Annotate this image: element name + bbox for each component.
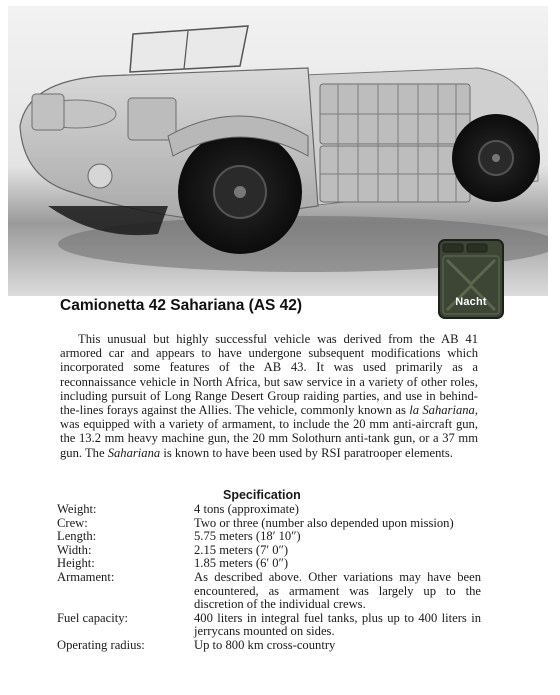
spec-label: Height:	[57, 556, 95, 571]
spec-row-height	[57, 557, 481, 571]
spec-label: Width:	[57, 542, 92, 557]
spec-row-operating-radius	[57, 639, 481, 653]
spec-value: 5.75 meters (18′ 10″)	[194, 529, 301, 544]
specification-table	[57, 503, 481, 653]
jerrycan-logo	[437, 236, 505, 320]
jerrycan-label: Nacht	[455, 296, 487, 308]
spec-row-weight	[57, 503, 481, 517]
spec-value: Up to 800 km cross-country	[194, 637, 336, 652]
spec-row-length	[57, 530, 481, 544]
page-title: Camionetta 42 Sahariana (AS 42)	[60, 297, 303, 314]
spec-row-width	[57, 544, 481, 558]
spec-value: 1.85 meters (6′ 0″)	[194, 556, 289, 571]
paragraph-text: is known to have been used by RSI paratrooper elements.	[160, 445, 453, 460]
spec-label: Operating radius:	[57, 637, 145, 652]
spec-value: 4 tons (approximate)	[194, 502, 299, 516]
spec-label: Crew:	[57, 515, 88, 530]
spec-row-crew	[57, 517, 481, 531]
paragraph-text: , was equipped with a variety of armament, to include the 20 mm anti-aircraft gun, the 13.2 mm heavy machine gun, the 20 mm Solothurn anti-tank gun, or a 37 mm gun. The	[60, 403, 478, 460]
spec-value: As described above. Other variations may have been encountered, as armament was largely up to the discretion of the individual crews.	[194, 569, 481, 612]
spec-label: Length:	[57, 529, 97, 544]
spec-value: 2.15 meters (7′ 0″)	[194, 542, 289, 557]
paragraph-text-italic: Sahariana	[107, 445, 161, 460]
spec-label: Weight:	[57, 502, 97, 516]
spec-row-armament	[57, 571, 481, 612]
spec-value: Two or three (number also depended upon mission)	[194, 515, 454, 530]
description-paragraph	[60, 332, 478, 460]
paragraph-text-italic: la Sahariana	[409, 403, 475, 418]
spec-value: 400 liters in integral fuel tanks, plus up to 400 liters in jerrycans mounted on sides.	[194, 610, 481, 639]
spec-row-fuel-capacity	[57, 612, 481, 639]
spec-label: Armament:	[57, 569, 115, 584]
specification-heading: Specification	[223, 488, 301, 502]
paragraph-text: This unusual but highly successful vehicle was derived from the AB 41 armored car and appears to have undergone subsequent modifications which incorporated some features of the AB 43. It was used primarily as a reconnaissance vehicle in North Africa, but saw service in a variety of other roles, including pursuit of Long Range Desert Group raiding parties, and use in behind-the-lines forays against the Allies. The vehicle, commonly known as	[60, 332, 478, 418]
spec-label: Fuel capacity:	[57, 610, 128, 625]
